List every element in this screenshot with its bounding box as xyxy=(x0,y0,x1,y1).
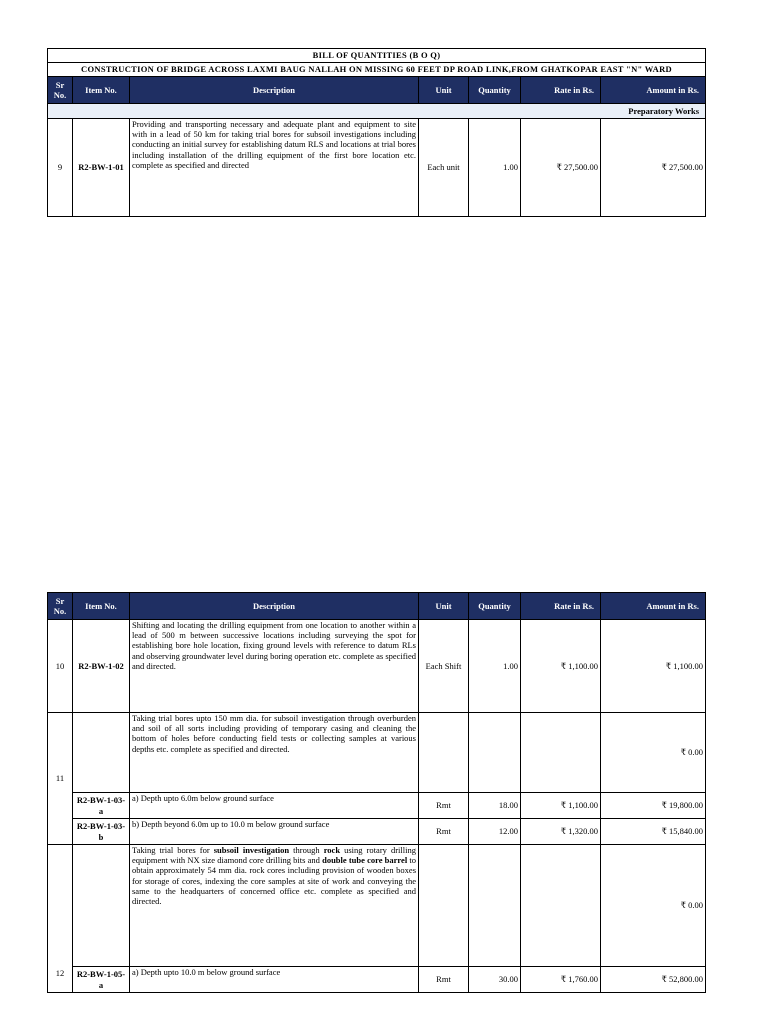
unit-cell: Rmt xyxy=(419,819,469,845)
quantity-cell: 1.00 xyxy=(469,620,521,713)
amount-cell: ₹ 52,800.00 xyxy=(601,967,706,993)
col-description: Description xyxy=(130,593,419,620)
col-unit: Unit xyxy=(419,593,469,620)
quantity-cell: 18.00 xyxy=(469,793,521,819)
unit-cell: Each Shift xyxy=(419,620,469,713)
col-rate: Rate in Rs. xyxy=(521,593,601,620)
unit-cell: Each unit xyxy=(419,119,469,217)
rate-cell: ₹ 1,320.00 xyxy=(521,819,601,845)
sr-cell: 10 xyxy=(48,620,73,713)
project-subtitle: CONSTRUCTION OF BRIDGE ACROSS LAXMI BAUG NALLAH ON MISSING 60 FEET DP ROAD LINK,FROM GHATKOPAR EAST "N" WARD xyxy=(48,63,706,77)
boq-table-page-2 xyxy=(47,592,706,993)
col-item-no: Item No. xyxy=(73,77,130,104)
item-cell: R2-BW-1-05-a xyxy=(73,967,130,993)
description-cell: Taking trial bores upto 150 mm dia. for subsoil investigation through overburden and soil of all sorts including providing of temporary casing and cleaning the bottom of holes before conducting field tests or collecting samples at various depths etc. complete as specified and directed. xyxy=(130,713,419,793)
quantity-cell: 30.00 xyxy=(469,967,521,993)
col-quantity: Quantity xyxy=(469,77,521,104)
col-sr-no: Sr No. xyxy=(48,593,73,620)
table-row xyxy=(48,845,706,967)
col-item-no: Item No. xyxy=(73,593,130,620)
amount-cell: ₹ 19,800.00 xyxy=(601,793,706,819)
quantity-cell: 12.00 xyxy=(469,819,521,845)
description-cell: a) Depth upto 6.0m below ground surface xyxy=(130,793,419,819)
boq-table-page-1 xyxy=(47,48,706,217)
rate-cell: ₹ 1,760.00 xyxy=(521,967,601,993)
boq-title: BILL OF QUANTITIES (B O Q) xyxy=(48,49,706,63)
sr-cell: 12 xyxy=(48,845,73,993)
amount-cell: ₹ 15,840.00 xyxy=(601,819,706,845)
amount-cell: ₹ 1,100.00 xyxy=(601,620,706,713)
description-cell: b) Depth beyond 6.0m up to 10.0 m below ground surface xyxy=(130,819,419,845)
column-header-row xyxy=(48,77,706,104)
rate-cell: ₹ 1,100.00 xyxy=(521,620,601,713)
description-cell: Providing and transporting necessary and adequate plant and equipment to site with in a lead of 50 km for taking trial bores for subsoil investigations including conducting an initial survey for establishing datum RLS and locations at trial bores including installation of the drilling equipment of the first bore location etc. complete as specified and directed xyxy=(130,119,419,217)
item-cell: R2-BW-1-03-b xyxy=(73,819,130,845)
item-cell: R2-BW-1-02 xyxy=(73,620,130,713)
item-cell: R2-BW-1-01 xyxy=(73,119,130,217)
unit-cell: Rmt xyxy=(419,793,469,819)
amount-cell: ₹ 27,500.00 xyxy=(601,119,706,217)
sr-cell: 9 xyxy=(48,119,73,217)
unit-cell: Rmt xyxy=(419,967,469,993)
col-rate: Rate in Rs. xyxy=(521,77,601,104)
table-row xyxy=(48,793,706,819)
rate-cell: ₹ 1,100.00 xyxy=(521,793,601,819)
item-cell: R2-BW-1-03-a xyxy=(73,793,130,819)
col-sr-no: Sr No. xyxy=(48,77,73,104)
col-quantity: Quantity xyxy=(469,593,521,620)
description-cell: Taking trial bores for subsoil investigation through rock using rotary drilling equipment with NX size diamond core drilling bits and double tube core barrel to obtain approximately 54 mm dia. rock cores including provision of wooden boxes for storage of cores, indexing the core samples at site of work and conveying the same to the headquarters of concerned office etc. complete as specified and directed. xyxy=(130,845,419,967)
amount-cell: ₹ 0.00 xyxy=(601,845,706,967)
col-amount: Amount in Rs. xyxy=(601,77,706,104)
section-title: Preparatory Works xyxy=(48,104,706,119)
rate-cell: ₹ 27,500.00 xyxy=(521,119,601,217)
table-row xyxy=(48,119,706,217)
description-cell: Shifting and locating the drilling equipment from one location to another within a lead of 500 m between successive locations including surveying the spot for establishing bore hole location, fixing ground levels with reference to datum RLs and observing groundwater level during boring operation etc. complete as specified and directed. xyxy=(130,620,419,713)
table-row xyxy=(48,713,706,793)
table-row xyxy=(48,819,706,845)
table-row xyxy=(48,620,706,713)
sr-cell: 11 xyxy=(48,713,73,845)
col-unit: Unit xyxy=(419,77,469,104)
table-row xyxy=(48,967,706,993)
col-description: Description xyxy=(130,77,419,104)
description-cell: a) Depth upto 10.0 m below ground surface xyxy=(130,967,419,993)
quantity-cell: 1.00 xyxy=(469,119,521,217)
column-header-row xyxy=(48,593,706,620)
amount-cell: ₹ 0.00 xyxy=(601,713,706,793)
col-amount: Amount in Rs. xyxy=(601,593,706,620)
